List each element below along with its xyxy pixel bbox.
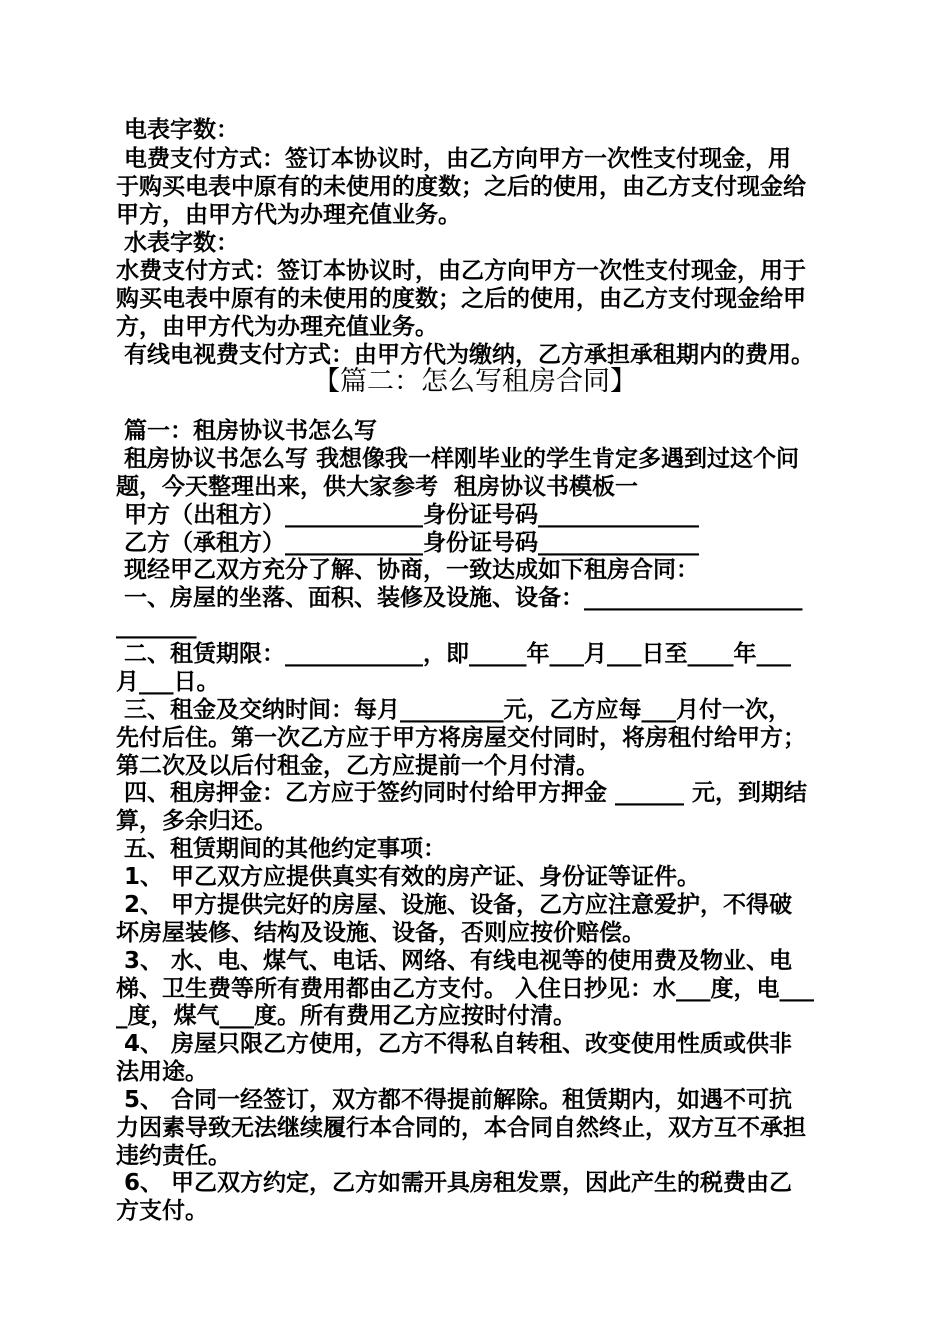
text-line: 题，今天整理出来，供大家参考 租房协议书模板一	[116, 474, 639, 500]
text-line: 违约责任。	[116, 1143, 231, 1169]
text-line: 篇一：租房协议书怎么写	[116, 418, 378, 444]
text-line: 乙方（承租方）____________身份证号码______________	[116, 530, 700, 556]
text-line: 水费支付方式：签订本协议时，由乙方向甲方一次性支付现金，用于	[116, 258, 806, 284]
text-line: 先付后住。第一次乙方应于甲方将房屋交付同时，将房租付给甲方；	[116, 725, 806, 751]
text-line: 租房协议书怎么写 我想像我一样刚毕业的学生肯定多遇到过这个问	[116, 446, 800, 472]
text-line: 五、租赁期间的其他约定事项：	[116, 836, 447, 862]
text-line: 方支付。	[116, 1198, 208, 1224]
text-line: 四、租房押金：乙方应于签约同时付给甲方押金 ______ 元，到期结	[116, 780, 808, 806]
text-line: 3、 水、电、煤气、电话、网络、有线电视等的使用费及物业、电	[116, 948, 793, 974]
text-line: 于购买电表中原有的未使用的度数；之后的使用，由乙方支付现金给	[116, 174, 806, 200]
text-line: 一、房屋的坐落、面积、装修及设施、设备：___________________	[116, 585, 803, 611]
text-line: _______	[116, 613, 197, 639]
text-line: 月___日。	[116, 669, 220, 695]
section-heading: 【篇二：怎么写租房合同】	[313, 366, 637, 397]
text-line: 坏房屋装修、结构及设施、设备，否则应按价赔偿。	[116, 920, 645, 946]
text-line: 三、租金及交纳时间：每月_________元，乙方应每___月付一次，	[116, 697, 792, 723]
text-line: 甲方，由甲方代为办理充值业务。	[116, 202, 461, 228]
text-line: 二、租赁期限：____________，即_____年___月___日至____年___	[116, 641, 792, 667]
text-line: 电费支付方式：签订本协议时，由乙方向甲方一次性支付现金，用	[116, 146, 792, 172]
text-line: 有线电视费支付方式：由甲方代为缴纳，乙方承担承租期内的费用。	[116, 342, 815, 368]
text-line: 电表字数：	[116, 117, 240, 143]
text-line: 现经甲乙双方充分了解、协商，一致达成如下租房合同：	[116, 557, 700, 583]
text-line: _度，煤气___度。所有费用乙方应按时付清。	[116, 1003, 576, 1029]
text-line: 方，由甲方代为办理充值业务。	[116, 314, 438, 340]
text-line: 1、 甲乙双方应提供真实有效的房产证、身份证等证件。	[116, 864, 701, 890]
text-line: 水表字数：	[116, 230, 240, 256]
text-line: 购买电表中原有的未使用的度数；之后的使用，由乙方支付现金给甲	[116, 286, 806, 312]
text-line: 力因素导致无法继续履行本合同的，本合同自然终止，双方互不承担	[116, 1115, 806, 1141]
text-line: 5、 合同一经签订，双方都不得提前解除。租赁期内，如遇不可抗	[116, 1087, 793, 1113]
text-line: 第二次及以后付租金，乙方应提前一个月付清。	[116, 753, 599, 779]
text-line: 算，多余归还。	[116, 808, 277, 834]
text-line: 6、 甲乙双方约定，乙方如需开具房租发票，因此产生的税费由乙	[116, 1170, 793, 1196]
text-line: 梯、卫生费等所有费用都由乙方支付。 入住日抄见：水___度，电___	[116, 976, 815, 1002]
text-line: 4、 房屋只限乙方使用，乙方不得私自转租、改变使用性质或供非	[116, 1031, 793, 1057]
text-line: 2、 甲方提供完好的房屋、设施、设备，乙方应注意爱护，不得破	[116, 892, 793, 918]
text-line: 法用途。	[116, 1059, 208, 1085]
text-line: 甲方（出租方）____________身份证号码______________	[116, 502, 700, 528]
